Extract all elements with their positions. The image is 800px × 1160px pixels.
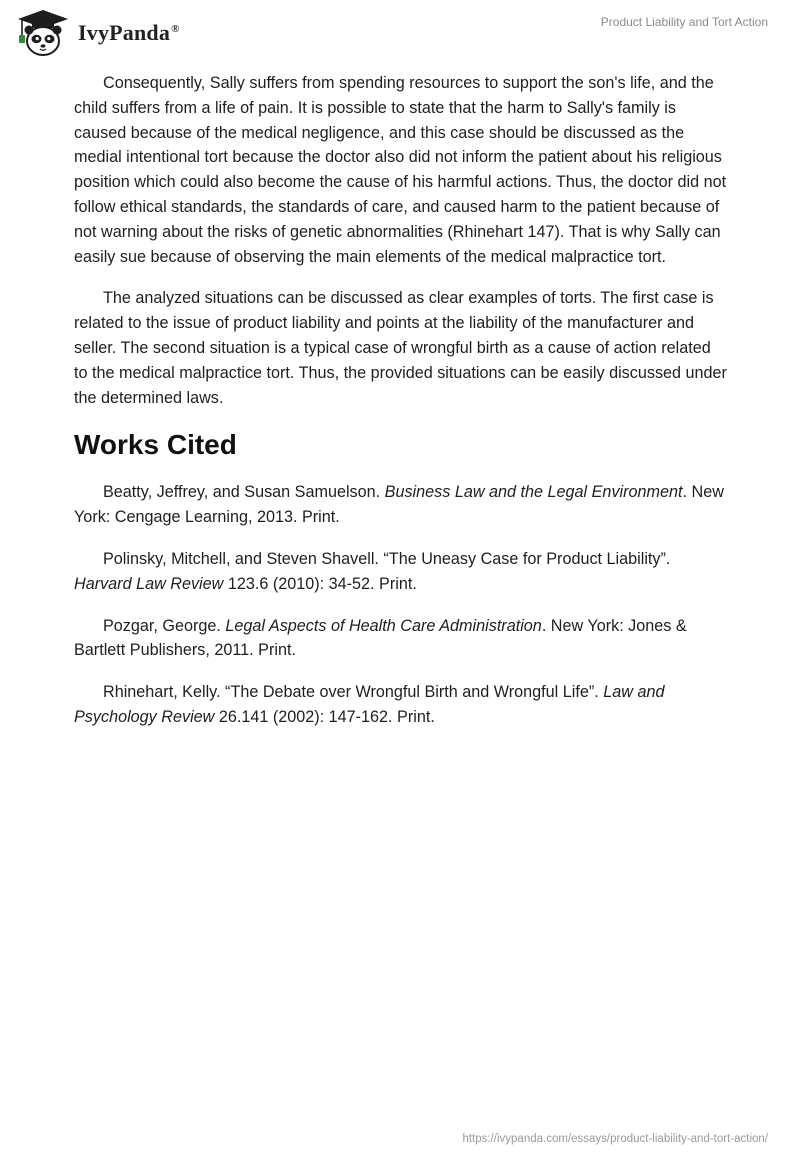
citation-entry [74,680,728,730]
brand-text: IvyPanda [78,20,171,45]
body-paragraph: The analyzed situations can be discussed as clear examples of torts. The first case is related to the issue of product liability and points at the liability of the manufacturer and seller. The second situation is a typical case of wrongful birth as a cause of action related to the medical malpractice tort. Thus, the provided situations can be easily discussed under the determined laws. [74,289,727,407]
citation-text: . New York: Cengage Learning, 2013. Print. [74,483,724,527]
essay-content [74,71,728,747]
citation-text: Pozgar, George. [103,616,226,635]
citation-entry [74,614,728,664]
citation-title: Harvard Law Review [74,574,224,593]
citation-text: 26.141 (2002): 147-162. Print. [214,707,435,726]
source-url-link[interactable]: https://ivypanda.com/essays/product-liability-and-tort-action/ [462,1133,768,1145]
citation-text: Beatty, Jeffrey, and Susan Samuelson. [103,483,385,502]
running-title: Product Liability and Tort Action [600,15,768,29]
citation-title: Business Law and the Legal Environment [384,483,683,502]
citation-title: Legal Aspects of Health Care Administration [225,616,542,635]
brand-logo[interactable] [14,8,180,58]
citation-text: . New York: Jones & Bartlett Publishers, 2011. Print. [74,616,687,660]
registered-mark: ® [171,22,180,35]
citation-text: Polinsky, Mitchell, and Steven Shavell. “The Uneasy Case for Product Liability”. [103,549,671,568]
body-paragraph: Consequently, Sally suffers from spending resources to support the son's life, and the child suffers from a life of pain. It is possible to state that the harm to Sally's family is caused because of the medical negligence, and this case should be discussed as the medial intentional tort because the doctor also did not inform the patient about his religious position which could also become the cause of his harmful actions. Thus, the doctor did not follow ethical standards, the standards of care, and caused harm to the patient because of not warning about the risks of genetic abnormalities (Rhinehart 147). That is why Sally can easily sue because of observing the main elements of the medical malpractice tort. [74,74,727,266]
works-cited-heading: Works Cited [74,429,237,461]
citation-title: Law and Psychology Review [74,683,665,726]
citation-text: 123.6 (2010): 34-52. Print. [223,574,417,593]
citation-text: Rhinehart, Kelly. “The Debate over Wrongful Birth and Wrongful Life”. [103,683,604,702]
page-header [0,0,800,60]
brand-name [78,20,180,46]
panda-graduation-cap-icon [14,8,72,58]
citation-entry [74,480,728,530]
citation-entry [74,547,728,597]
